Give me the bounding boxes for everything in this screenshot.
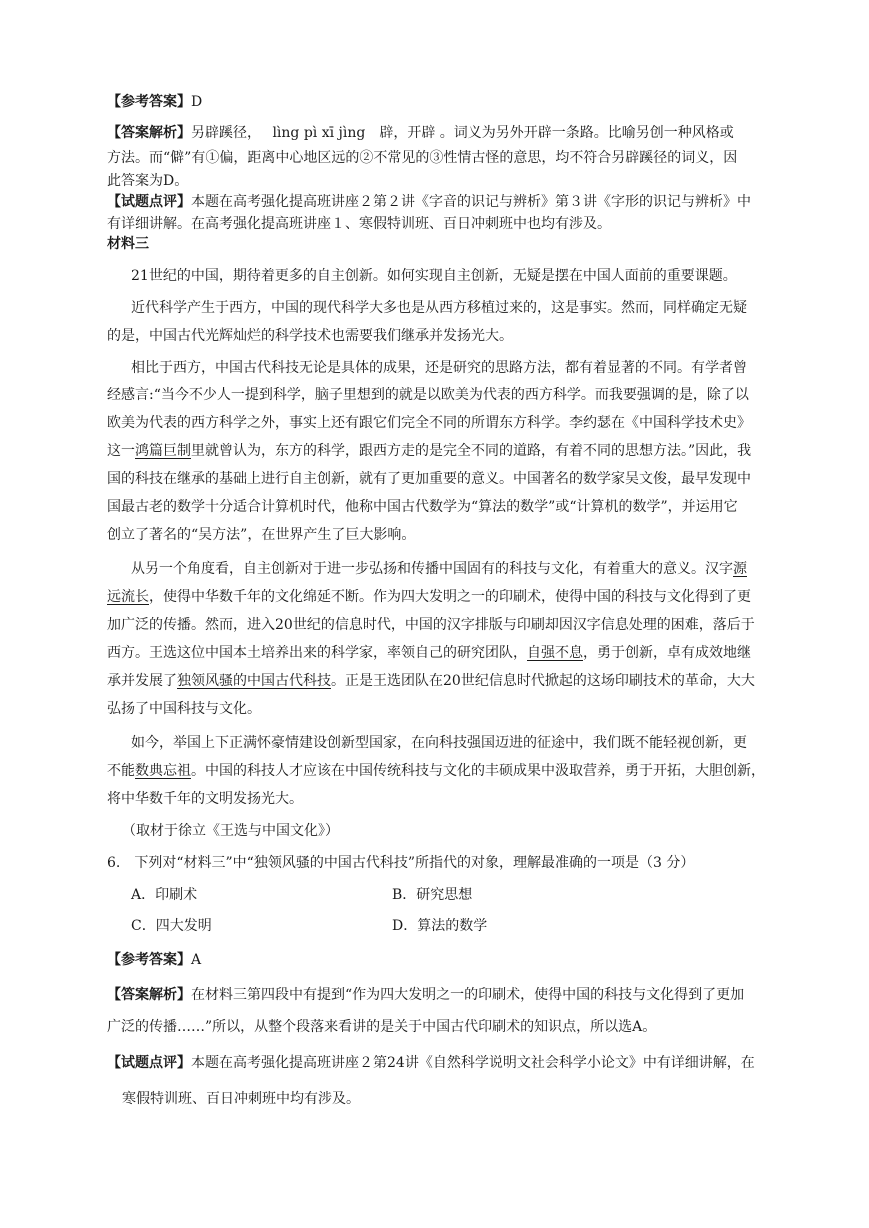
- underlined-phrase: 数典忘祖: [135, 763, 191, 779]
- text-segment: 这一: [107, 443, 135, 459]
- q6-option-c: C．四大发明: [131, 918, 212, 934]
- underlined-phrase: 自强不息: [527, 645, 583, 661]
- answer-value: A: [191, 952, 202, 968]
- q6-review-line-2: 寒假特训班、百日冲刺班中均有涉及。: [122, 1091, 360, 1107]
- material-paragraph-3-line-5: 国的科技在继承的基础上进行自主创新，就有了更加重要的意义。中国著名的数学家吴文俊，最早发现中: [107, 471, 751, 487]
- text-segment: 从另一个角度看，自主创新对于进一步弘扬和传播中国固有的科技与文化，有着重大的意义。汉字: [131, 561, 733, 577]
- analysis-tag: 【答案解析】: [107, 125, 191, 141]
- analysis-text: 另辟蹊径， lìng pì xī jìng 辟，开辟 。词义为另外开辟一条路。比喻另创一种风格或: [191, 125, 734, 141]
- material-paragraph-4-line-4: [107, 643, 797, 663]
- q6-option-b: B．研究思想: [392, 887, 473, 903]
- material-paragraph-4-line-5: [107, 671, 797, 691]
- material-heading: 材料三: [107, 236, 149, 252]
- material-paragraph-4-line-3: 加广泛的传播。然而，进入20世纪的信息时代，中国的汉字排版与印刷却因汉字信息处理的困难，落后于: [107, 617, 755, 633]
- q6-analysis-line-2: 广泛的传播……”所以，从整个段落来看讲的是关于中国古代印刷术的知识点，所以选A。: [107, 1019, 657, 1035]
- answer-tag: 【参考答案】: [107, 94, 191, 110]
- material-paragraph-4-line-6: 弘扬了中国科技与文化。: [107, 701, 261, 717]
- material-paragraph-1: 21世纪的中国，期待着更多的自主创新。如何实现自主创新，无疑是摆在中国人面前的重要课题。: [131, 268, 737, 284]
- q6-option-d: D．算法的数学: [392, 918, 488, 934]
- review-text: 本题在高考强化提高班讲座２第24讲《自然科学说明文社会科学小论文》中有详细讲解，在: [191, 1055, 755, 1071]
- text-segment: 。正是王选团队在20世纪信息时代掀起的这场印刷技术的革命，大大: [331, 673, 755, 689]
- answer-value: D: [191, 94, 203, 110]
- material-paragraph-3-line-7: 创立了著名的“吴方法”，在世界产生了巨大影响。: [107, 527, 416, 543]
- underlined-phrase: 鸿篇巨制: [135, 443, 191, 459]
- review-tag: 【试题点评】: [107, 194, 191, 210]
- q6-answer-line: [107, 950, 797, 970]
- underlined-phrase: 远流长: [107, 589, 149, 605]
- material-paragraph-2-line-1: 近代科学产生于西方，中国的现代科学大多也是从西方移植过来的，这是事实。然而，同样确定无疑: [131, 300, 747, 316]
- q5-review-line-2: 有详细讲解。在高考强化提高班讲座１、寒假特训班、百日冲刺班中也均有涉及。: [107, 216, 611, 232]
- text-segment: 里就曾认为，东方的科学，跟西方走的是完全不同的道路，有着不同的思想方法。”因此，我: [191, 443, 752, 459]
- material-paragraph-5-line-1: 如今，举国上下正满怀豪情建设创新型国家，在向科技强国迈进的征途中，我们既不能轻视创新，更: [131, 735, 747, 751]
- answer-tag: 【参考答案】: [107, 952, 191, 968]
- material-paragraph-3-line-4: [107, 441, 797, 461]
- material-paragraph-3-line-6: 国最古老的数学十分适合计算机时代，他称中国古代数学为“算法的数学”或“计算机的数学”，并运用它: [107, 499, 738, 515]
- material-source: （取材于徐立《王选与中国文化》）: [122, 823, 339, 839]
- q5-review-line-1: [107, 192, 797, 212]
- text-segment: 承并发展了: [107, 673, 177, 689]
- q5-analysis-line-3: 此答案为D。: [107, 173, 189, 189]
- material-paragraph-3-line-1: 相比于西方，中国古代科技无论是具体的成果，还是研究的思路方法，都有着显著的不同。有学者曾: [131, 360, 747, 376]
- text-segment: 。中国的科技人才应该在中国传统科技与文化的丰硕成果中汲取营养，勇于开拓，大胆创新，: [191, 763, 765, 779]
- material-paragraph-2-line-2: 的是，中国古代光辉灿烂的科学技术也需要我们继承并发扬光大。: [107, 328, 513, 344]
- material-paragraph-3-line-2: 经感言:“当今不少人一提到科学，脑子里想到的就是以欧美为代表的西方科学。而我要强调的是，除了以: [107, 387, 749, 403]
- review-tag: 【试题点评】: [107, 1055, 191, 1071]
- material-paragraph-3-line-3: 欧美为代表的西方科学之外，事实上还有跟它们完全不同的所谓东方科学。李约瑟在《中国科学技术史》: [107, 415, 751, 431]
- material-paragraph-5-line-3: 将中华数千年的文明发扬光大。: [107, 791, 303, 807]
- q5-analysis-line-1: [107, 123, 797, 143]
- q5-analysis-line-2: 方法。而“僻”有①偏，距离中心地区远的②不常见的③性情古怪的意思，均不符合另辟蹊径的词义，因: [107, 150, 738, 166]
- text-segment: 不能: [107, 763, 135, 779]
- q6-review-line-1: [107, 1053, 797, 1073]
- text-segment: ，使得中华数千年的文化绵延不断。作为四大发明之一的印刷术，使得中国的科技与文化得到了更: [149, 589, 751, 605]
- material-paragraph-5-line-2: [107, 761, 797, 781]
- material-paragraph-4-line-2: [107, 587, 797, 607]
- material-paragraph-4-line-1: [131, 559, 821, 579]
- analysis-tag: 【答案解析】: [107, 987, 191, 1003]
- q6-analysis-line-1: [107, 985, 797, 1005]
- text-segment: 西方。王选这位中国本土培养出来的科学家，率领自己的研究团队，: [107, 645, 527, 661]
- q5-answer-line: [107, 92, 797, 112]
- underlined-phrase: 独领风骚的中国古代科技: [177, 673, 331, 689]
- q6-option-a: A．印刷术: [131, 887, 198, 903]
- analysis-text: 在材料三第四段中有提到“作为四大发明之一的印刷术，使得中国的科技与文化得到了更加: [191, 987, 745, 1003]
- review-text: 本题在高考强化提高班讲座２第２讲《字音的识记与辨析》第３讲《字形的识记与辨析》中: [191, 194, 751, 210]
- underlined-phrase: 源: [733, 561, 747, 577]
- text-segment: ，勇于创新，卓有成效地继: [583, 645, 751, 661]
- q6-stem: 6. 下列对“材料三”中“独领风骚的中国古代科技”所指代的对象，理解最准确的一项是（3 分）: [107, 855, 695, 871]
